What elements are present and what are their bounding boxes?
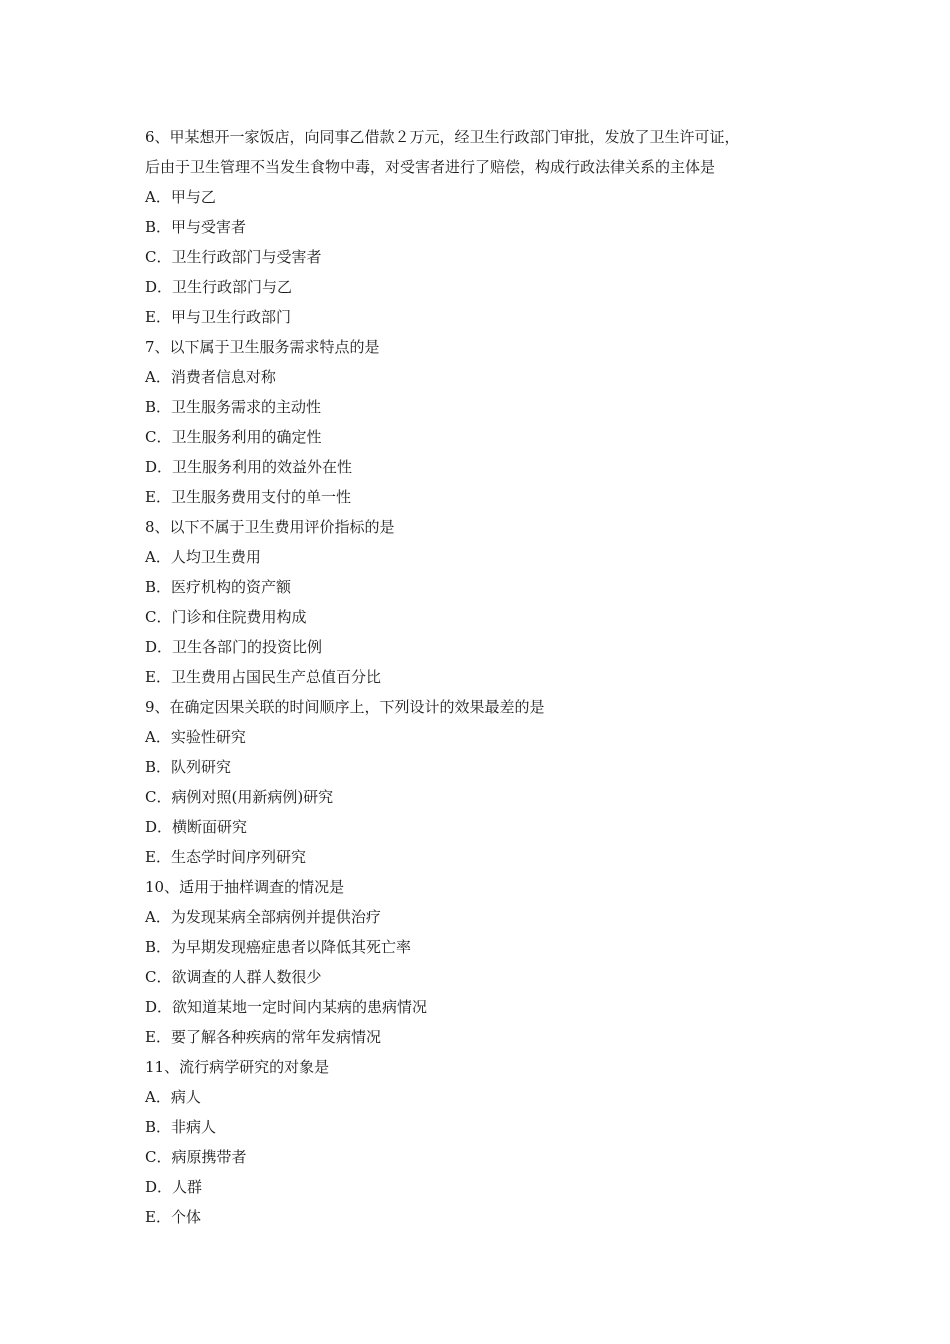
option-c: C．病例对照(用新病例)研究 <box>145 788 334 806</box>
option-d: D．横断面研究 <box>145 818 248 836</box>
option-a: A．实验性研究 <box>145 728 246 746</box>
question-stem <box>145 1052 810 1082</box>
question-8 <box>145 512 810 692</box>
option-e: E．甲与卫生行政部门 <box>145 308 291 326</box>
question-stem-line: 8、以下不属于卫生费用评价指标的是 <box>145 518 395 536</box>
option-b: B．医疗机构的资产额 <box>145 578 292 596</box>
option-e: E．生态学时间序列研究 <box>145 848 306 866</box>
option-e: E．卫生服务费用支付的单一性 <box>145 488 351 506</box>
question-10 <box>145 872 810 1052</box>
question-stem-line: 后由于卫生管理不当发生食物中毒，对受害者进行了赔偿，构成行政法律关系的主体是 <box>145 158 716 176</box>
option-a: A．甲与乙 <box>145 188 216 206</box>
option-a: A．人均卫生费用 <box>145 548 261 566</box>
question-7 <box>145 332 810 512</box>
option-a: A．消费者信息对称 <box>145 368 276 386</box>
option-b: B．非病人 <box>145 1118 217 1136</box>
option-b: B．队列研究 <box>145 758 232 776</box>
question-stem <box>145 692 810 722</box>
option-c: C．门诊和住院费用构成 <box>145 608 307 626</box>
question-stem-line: 7、以下属于卫生服务需求特点的是 <box>145 338 380 356</box>
question-9 <box>145 692 810 872</box>
question-stem <box>145 122 810 182</box>
option-d: D．欲知道某地一定时间内某病的患病情况 <box>145 998 428 1016</box>
question-stem <box>145 512 810 542</box>
option-e: E．要了解各种疾病的常年发病情况 <box>145 1028 381 1046</box>
option-c: C．欲调查的人群人数很少 <box>145 968 322 986</box>
option-c: C．卫生行政部门与受害者 <box>145 248 322 266</box>
option-d: D．卫生行政部门与乙 <box>145 278 293 296</box>
option-a: A．为发现某病全部病例并提供治疗 <box>145 908 381 926</box>
option-b: B．为早期发现癌症患者以降低其死亡率 <box>145 938 412 956</box>
question-stem <box>145 332 810 362</box>
option-b: B．卫生服务需求的主动性 <box>145 398 322 416</box>
question-stem-line: 11、流行病学研究的对象是 <box>145 1058 330 1076</box>
question-stem-line: 6、甲某想开一家饭店，向同事乙借款２万元，经卫生行政部门审批，发放了卫生许可证， <box>145 128 740 146</box>
option-d: D．卫生服务利用的效益外在性 <box>145 458 353 476</box>
option-c: C．卫生服务利用的确定性 <box>145 428 322 446</box>
option-d: D．人群 <box>145 1178 203 1196</box>
question-stem-line: 10、适用于抽样调查的情况是 <box>145 878 345 896</box>
option-b: B．甲与受害者 <box>145 218 247 236</box>
option-e: E．个体 <box>145 1208 201 1226</box>
option-c: C．病原携带者 <box>145 1148 247 1166</box>
option-d: D．卫生各部门的投资比例 <box>145 638 323 656</box>
question-stem-line: 9、在确定因果关联的时间顺序上，下列设计的效果最差的是 <box>145 698 545 716</box>
option-e: E．卫生费用占国民生产总值百分比 <box>145 668 381 686</box>
question-list <box>145 122 810 1232</box>
question-6 <box>145 122 810 332</box>
question-stem <box>145 872 810 902</box>
question-11 <box>145 1052 810 1232</box>
option-a: A．病人 <box>145 1088 201 1106</box>
